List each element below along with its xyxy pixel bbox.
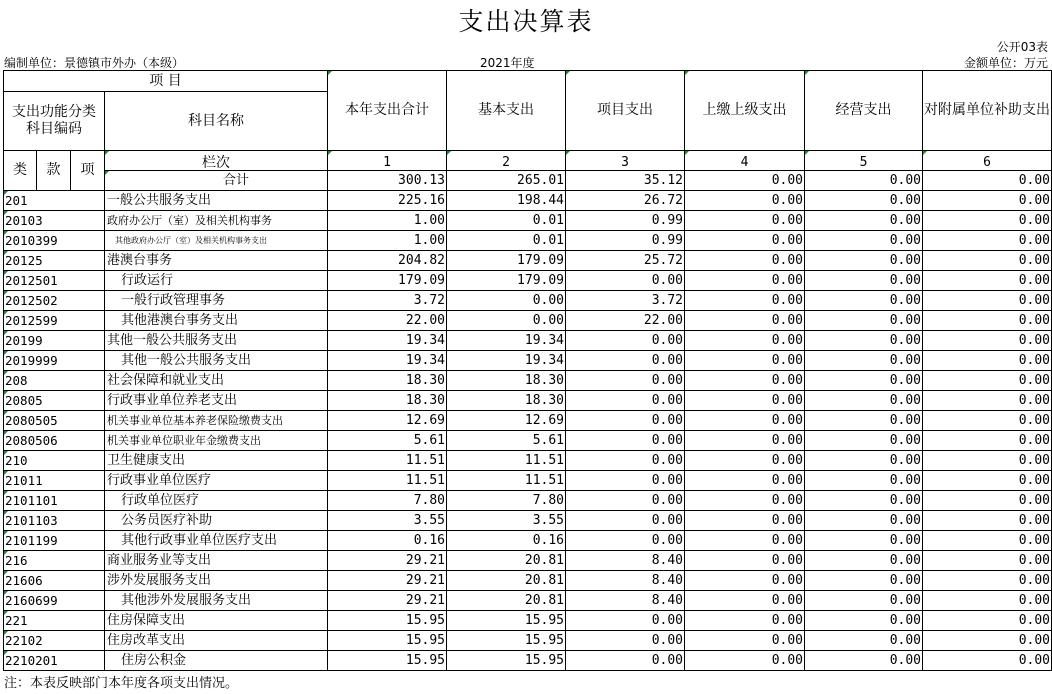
- subject-name: 卫生健康支出: [105, 451, 328, 471]
- amount-cell: 8.40: [566, 591, 685, 611]
- amount-cell: 0.00: [923, 571, 1052, 591]
- amount-cell: 11.51: [328, 471, 447, 491]
- subject-code: 20103: [4, 211, 105, 231]
- amount-cell: 0.00: [685, 351, 805, 371]
- amount-cell: 0.00: [923, 271, 1052, 291]
- table-row: [4, 311, 1052, 331]
- subject-name-header: 科目名称: [105, 92, 328, 151]
- amount-cell: 0.00: [805, 351, 923, 371]
- amount-cell: 0.00: [685, 211, 805, 231]
- amount-cell: 0.00: [685, 511, 805, 531]
- amount-cell: 0.00: [447, 311, 566, 331]
- amount-cell: 0.00: [566, 471, 685, 491]
- amount-cell: 19.34: [447, 331, 566, 351]
- table-row: [4, 491, 1052, 511]
- subject-name: 机关事业单位基本养老保险缴费支出: [105, 411, 328, 431]
- amount-cell: 0.00: [685, 491, 805, 511]
- amount-cell: 0.00: [923, 351, 1052, 371]
- amount-cell: 0.00: [685, 271, 805, 291]
- table-row: [4, 351, 1052, 371]
- amount-cell: 15.95: [447, 631, 566, 651]
- amount-cell: 0.00: [923, 211, 1052, 231]
- amount-cell: 0.00: [566, 431, 685, 451]
- amount-cell: 25.72: [566, 251, 685, 271]
- form-code: 公开03表: [996, 40, 1048, 54]
- column-number: 3: [566, 151, 685, 171]
- amount-cell: 0.00: [685, 631, 805, 651]
- amount-cell: 0.00: [805, 391, 923, 411]
- amount-cell: 179.09: [328, 271, 447, 291]
- table-row: [4, 431, 1052, 451]
- amount-cell: 22.00: [566, 311, 685, 331]
- amount-cell: 0.00: [685, 431, 805, 451]
- amount-cell: 0.00: [805, 331, 923, 351]
- subject-code: 208: [4, 371, 105, 391]
- amount-cell: 0.00: [566, 531, 685, 551]
- subject-code: 2080505: [4, 411, 105, 431]
- amount-cell: 0.00: [923, 591, 1052, 611]
- amount-cell: 0.00: [566, 371, 685, 391]
- kuan-header: 款: [37, 151, 71, 191]
- table-row: [4, 291, 1052, 311]
- subject-name: 一般公共服务支出: [105, 191, 328, 211]
- amount-cell: 0.00: [805, 311, 923, 331]
- amount-cell: 11.51: [328, 451, 447, 471]
- amount-cell: 0.00: [566, 491, 685, 511]
- amount-cell: 0.00: [805, 191, 923, 211]
- subject-code: 2012501: [4, 271, 105, 291]
- amount-cell: 0.00: [805, 571, 923, 591]
- amount-cell: 0.00: [805, 491, 923, 511]
- amount-cell: 0.00: [685, 311, 805, 331]
- subject-code: 21011: [4, 471, 105, 491]
- unit-name: 编制单位：景德镇市外办（本级）: [4, 56, 185, 70]
- subject-code: 20199: [4, 331, 105, 351]
- amount-cell: 1.00: [328, 211, 447, 231]
- table-row: [4, 391, 1052, 411]
- table-row: [4, 371, 1052, 391]
- amount-cell: 20.81: [447, 551, 566, 571]
- subject-name: 住房改革支出: [105, 631, 328, 651]
- subject-code: 20805: [4, 391, 105, 411]
- col-header: 对附属单位补助支出: [923, 71, 1052, 151]
- table-row: [4, 411, 1052, 431]
- amount-cell: 18.30: [328, 391, 447, 411]
- table-row: [4, 571, 1052, 591]
- total-row: [4, 171, 1052, 191]
- amount-cell: 0.00: [805, 611, 923, 631]
- amount-cell: 179.09: [447, 251, 566, 271]
- amount-cell: 0.00: [923, 371, 1052, 391]
- amount-cell: 0.00: [805, 371, 923, 391]
- amount-cell: 0.00: [805, 471, 923, 491]
- subject-name: 其他涉外发展服务支出: [105, 591, 328, 611]
- amount-unit: 金额单位：万元: [963, 56, 1048, 70]
- amount-cell: 5.61: [328, 431, 447, 451]
- table-row: [4, 191, 1052, 211]
- amount-cell: 3.72: [328, 291, 447, 311]
- amount-cell: 15.95: [328, 611, 447, 631]
- amount-cell: 8.40: [566, 551, 685, 571]
- table-row: [4, 591, 1052, 611]
- amount-cell: 19.34: [447, 351, 566, 371]
- subject-code: 2210201: [4, 651, 105, 671]
- amount-cell: 0.00: [685, 471, 805, 491]
- table-row: [4, 451, 1052, 471]
- amount-cell: 29.21: [328, 551, 447, 571]
- amount-cell: 0.00: [566, 451, 685, 471]
- amount-cell: 5.61: [447, 431, 566, 451]
- fiscal-year: 2021年度: [480, 56, 535, 70]
- amount-cell: 0.00: [923, 191, 1052, 211]
- page-title: 支出决算表: [458, 7, 594, 36]
- amount-cell: 0.00: [566, 511, 685, 531]
- total-cell: 265.01: [447, 171, 566, 191]
- amount-cell: 19.34: [328, 351, 447, 371]
- total-cell: 0.00: [685, 171, 805, 191]
- amount-cell: 0.00: [923, 251, 1052, 271]
- amount-cell: 0.00: [685, 551, 805, 571]
- amount-cell: 0.00: [923, 631, 1052, 651]
- subject-name: 机关事业单位职业年金缴费支出: [105, 431, 328, 451]
- lanci-label: 栏次: [105, 151, 328, 171]
- amount-cell: 0.99: [566, 231, 685, 251]
- subject-name: 其他行政事业单位医疗支出: [105, 531, 328, 551]
- subject-name: 公务员医疗补助: [105, 511, 328, 531]
- amount-cell: 0.00: [447, 291, 566, 311]
- amount-cell: 0.00: [805, 631, 923, 651]
- amount-cell: 0.00: [923, 331, 1052, 351]
- amount-cell: 18.30: [447, 371, 566, 391]
- table-row: [4, 331, 1052, 351]
- table-row: [4, 651, 1052, 671]
- expenditure-table: [3, 70, 1052, 671]
- amount-cell: 179.09: [447, 271, 566, 291]
- amount-cell: 15.95: [328, 651, 447, 671]
- amount-cell: 12.69: [447, 411, 566, 431]
- subject-code: 2080506: [4, 431, 105, 451]
- amount-cell: 0.00: [566, 611, 685, 631]
- subject-code: 2101101: [4, 491, 105, 511]
- subject-code: 2010399: [4, 231, 105, 251]
- amount-cell: 3.55: [447, 511, 566, 531]
- amount-cell: 11.51: [447, 471, 566, 491]
- amount-cell: 0.16: [328, 531, 447, 551]
- amount-cell: 29.21: [328, 591, 447, 611]
- amount-cell: 0.01: [447, 211, 566, 231]
- amount-cell: 20.81: [447, 591, 566, 611]
- total-label: 合计: [105, 171, 328, 191]
- amount-cell: 0.00: [566, 391, 685, 411]
- amount-cell: 0.00: [805, 451, 923, 471]
- amount-cell: 0.01: [447, 231, 566, 251]
- total-cell: 35.12: [566, 171, 685, 191]
- amount-cell: 0.00: [805, 591, 923, 611]
- amount-cell: 0.00: [566, 331, 685, 351]
- table-note: 注：本表反映部门本年度各项支出情况。: [4, 676, 239, 691]
- amount-cell: 0.00: [923, 291, 1052, 311]
- total-cell: 0.00: [923, 171, 1052, 191]
- table-row: [4, 551, 1052, 571]
- table-row: [4, 271, 1052, 291]
- amount-cell: 0.00: [805, 411, 923, 431]
- total-cell: 0.00: [805, 171, 923, 191]
- amount-cell: 0.00: [566, 651, 685, 671]
- amount-cell: 0.00: [685, 391, 805, 411]
- amount-cell: 0.00: [685, 451, 805, 471]
- amount-cell: 0.00: [685, 331, 805, 351]
- subject-name: 商业服务业等支出: [105, 551, 328, 571]
- subject-code: 20125: [4, 251, 105, 271]
- amount-cell: 0.99: [566, 211, 685, 231]
- subject-code: 2019999: [4, 351, 105, 371]
- amount-cell: 0.00: [685, 231, 805, 251]
- subject-code: 2012599: [4, 311, 105, 331]
- subject-code: 21606: [4, 571, 105, 591]
- amount-cell: 0.00: [923, 231, 1052, 251]
- table-row: [4, 631, 1052, 651]
- amount-cell: 0.00: [805, 251, 923, 271]
- subject-name: 其他港澳台事务支出: [105, 311, 328, 331]
- subject-code: 2160699: [4, 591, 105, 611]
- amount-cell: 0.00: [805, 231, 923, 251]
- amount-cell: 15.95: [328, 631, 447, 651]
- amount-cell: 1.00: [328, 231, 447, 251]
- amount-cell: 0.00: [685, 371, 805, 391]
- subject-name: 其他政府办公厅（室）及相关机构事务支出: [105, 231, 328, 251]
- amount-cell: 0.00: [923, 551, 1052, 571]
- func-code-header: 支出功能分类 科目编码: [4, 92, 105, 151]
- amount-cell: 20.81: [447, 571, 566, 591]
- amount-cell: 0.00: [685, 611, 805, 631]
- table-row: [4, 611, 1052, 631]
- amount-cell: 19.34: [328, 331, 447, 351]
- amount-cell: 0.00: [805, 651, 923, 671]
- amount-cell: 29.21: [328, 571, 447, 591]
- amount-cell: 0.00: [923, 311, 1052, 331]
- subject-code: 201: [4, 191, 105, 211]
- subject-code: 2012502: [4, 291, 105, 311]
- amount-cell: 0.00: [566, 351, 685, 371]
- amount-cell: 7.80: [447, 491, 566, 511]
- amount-cell: 15.95: [447, 651, 566, 671]
- amount-cell: 0.00: [566, 271, 685, 291]
- table-row: [4, 471, 1052, 491]
- xiang-header: 项: [71, 151, 105, 191]
- amount-cell: 0.00: [685, 591, 805, 611]
- amount-cell: 204.82: [328, 251, 447, 271]
- col-header: 基本支出: [447, 71, 566, 151]
- amount-cell: 0.00: [923, 451, 1052, 471]
- amount-cell: 0.00: [805, 271, 923, 291]
- amount-cell: 0.00: [805, 511, 923, 531]
- column-number: 6: [923, 151, 1052, 171]
- amount-cell: 0.00: [805, 211, 923, 231]
- column-number: 1: [328, 151, 447, 171]
- amount-cell: 0.00: [923, 391, 1052, 411]
- table-row: [4, 531, 1052, 551]
- subject-code: 2101199: [4, 531, 105, 551]
- subject-name: 其他一般公共服务支出: [105, 351, 328, 371]
- col-header: 项目支出: [566, 71, 685, 151]
- amount-cell: 8.40: [566, 571, 685, 591]
- table-row: [4, 511, 1052, 531]
- subject-code: 210: [4, 451, 105, 471]
- subject-name: 一般行政管理事务: [105, 291, 328, 311]
- subject-name: 行政单位医疗: [105, 491, 328, 511]
- subject-name: 涉外发展服务支出: [105, 571, 328, 591]
- amount-cell: 0.00: [685, 571, 805, 591]
- amount-cell: 22.00: [328, 311, 447, 331]
- amount-cell: 0.00: [805, 431, 923, 451]
- col-header: 本年支出合计: [328, 71, 447, 151]
- column-number: 5: [805, 151, 923, 171]
- amount-cell: 18.30: [328, 371, 447, 391]
- lei-header: 类: [4, 151, 37, 191]
- amount-cell: 0.00: [685, 651, 805, 671]
- amount-cell: 0.00: [685, 411, 805, 431]
- amount-cell: 0.00: [566, 631, 685, 651]
- item-header: 项 目: [4, 71, 328, 92]
- subject-name: 住房保障支出: [105, 611, 328, 631]
- amount-cell: 0.00: [923, 611, 1052, 631]
- column-number: 2: [447, 151, 566, 171]
- subject-code: 22102: [4, 631, 105, 651]
- amount-cell: 7.80: [328, 491, 447, 511]
- amount-cell: 0.00: [923, 511, 1052, 531]
- subject-code: 216: [4, 551, 105, 571]
- total-cell: 300.13: [328, 171, 447, 191]
- amount-cell: 0.00: [923, 651, 1052, 671]
- col-header: 上缴上级支出: [685, 71, 805, 151]
- amount-cell: 0.00: [685, 191, 805, 211]
- subject-code: 221: [4, 611, 105, 631]
- amount-cell: 11.51: [447, 451, 566, 471]
- amount-cell: 0.00: [685, 251, 805, 271]
- amount-cell: 0.00: [685, 531, 805, 551]
- subject-name: 政府办公厅（室）及相关机构事务: [105, 211, 328, 231]
- amount-cell: 0.00: [805, 531, 923, 551]
- amount-cell: 0.00: [923, 471, 1052, 491]
- subject-code: 2101103: [4, 511, 105, 531]
- subject-name: 行政事业单位养老支出: [105, 391, 328, 411]
- column-number: 4: [685, 151, 805, 171]
- amount-cell: 0.00: [923, 531, 1052, 551]
- subject-name: 其他一般公共服务支出: [105, 331, 328, 351]
- table-row: [4, 211, 1052, 231]
- amount-cell: 0.00: [685, 291, 805, 311]
- amount-cell: 0.00: [566, 411, 685, 431]
- amount-cell: 0.00: [923, 411, 1052, 431]
- amount-cell: 12.69: [328, 411, 447, 431]
- subject-name: 行政运行: [105, 271, 328, 291]
- table-row: [4, 231, 1052, 251]
- amount-cell: 26.72: [566, 191, 685, 211]
- subject-name: 行政事业单位医疗: [105, 471, 328, 491]
- subject-name: 港澳台事务: [105, 251, 328, 271]
- amount-cell: 0.00: [805, 291, 923, 311]
- table-row: [4, 251, 1052, 271]
- subject-name: 住房公积金: [105, 651, 328, 671]
- amount-cell: 0.00: [805, 551, 923, 571]
- amount-cell: 225.16: [328, 191, 447, 211]
- amount-cell: 0.00: [923, 491, 1052, 511]
- amount-cell: 15.95: [447, 611, 566, 631]
- amount-cell: 3.72: [566, 291, 685, 311]
- col-header: 经营支出: [805, 71, 923, 151]
- amount-cell: 0.16: [447, 531, 566, 551]
- amount-cell: 198.44: [447, 191, 566, 211]
- subject-name: 社会保障和就业支出: [105, 371, 328, 391]
- amount-cell: 0.00: [923, 431, 1052, 451]
- amount-cell: 18.30: [447, 391, 566, 411]
- amount-cell: 3.55: [328, 511, 447, 531]
